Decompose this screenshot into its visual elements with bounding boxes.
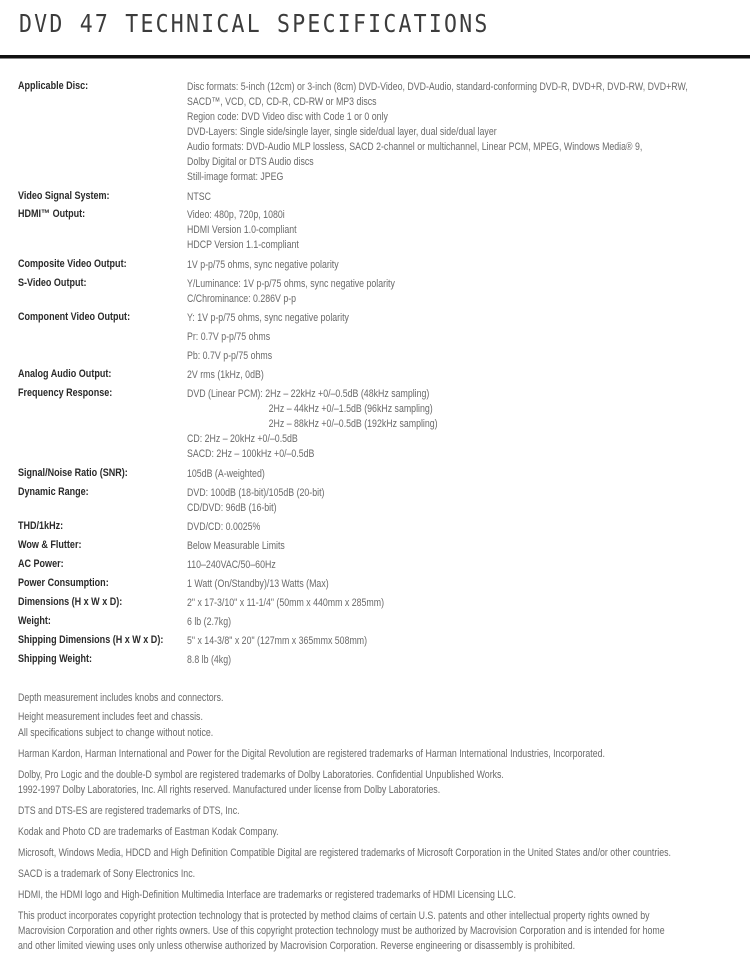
spec-label: Weight:: [18, 615, 51, 627]
trademark-note: Microsoft, Windows Media, HDCD and High Definition Compatible Digital are registered trademarks of Microsoft Corporation in the United States and/or other countries.: [18, 847, 671, 859]
spec-value-line: SACD™, VCD, CD, CD-R, CD-RW or MP3 discs: [187, 96, 377, 108]
copyright-protection-note: Macrovision Corporation and other rights owners. Use of this copyright protection technology must be authorized by Macrovision Corporation and is intended for home: [18, 925, 665, 937]
spec-value: [187, 539, 285, 554]
spec-value: [187, 596, 384, 611]
spec-value-line: 2Hz – 88kHz +0/–0.5dB (192kHz sampling): [268, 418, 438, 430]
trademark-note: DTS and DTS-ES are registered trademarks of DTS, Inc.: [18, 805, 240, 817]
spec-value-line: Pr: 0.7V p-p/75 ohms: [187, 331, 271, 343]
spec-value-line: HDMI Version 1.0-compliant: [187, 224, 297, 236]
spec-value: [187, 311, 349, 368]
spec-value-line: Disc formats: 5-inch (12cm) or 3-inch (8cm) DVD-Video, DVD-Audio, standard-conforming DVD-R, DVD+R, DVD-RW, DVD+RW,: [187, 81, 688, 93]
spec-value-line: Still-image format: JPEG: [187, 171, 284, 183]
spec-label: Frequency Response:: [18, 387, 113, 399]
trademark-note: Harman Kardon, Harman International and Power for the Digital Revolution are registered trademarks of Harman International Industries, Incorporated.: [18, 748, 605, 760]
spec-value-line: 2Hz – 44kHz +0/–1.5dB (96kHz sampling): [268, 403, 433, 415]
copyright-protection-note: This product incorporates copyright protection technology that is protected by method claims of certain U.S. patents and other intellectual property rights owned by: [18, 910, 650, 922]
spec-label: HDMI™ Output:: [18, 208, 86, 220]
footnote: Depth measurement includes knobs and connectors.: [18, 692, 224, 704]
spec-value-line: Y/Luminance: 1V p-p/75 ohms, sync negative polarity: [187, 278, 395, 290]
spec-value-line: DVD: 100dB (18-bit)/105dB (20-bit): [187, 487, 325, 499]
spec-value-line: 2" x 17-3/10" x 11-1/4" (50mm x 440mm x 285mm): [187, 597, 385, 609]
spec-value: [187, 80, 688, 185]
spec-value-line: Region code: DVD Video disc with Code 1 or 0 only: [187, 111, 388, 123]
spec-label: Signal/Noise Ratio (SNR):: [18, 467, 128, 479]
spec-value-line: 1 Watt (On/Standby)/13 Watts (Max): [187, 578, 329, 590]
trademark-note: HDMI, the HDMI logo and High-Definition Multimedia Interface are trademarks or registered trademarks of HDMI Licensing LLC.: [18, 889, 516, 901]
spec-value-line: SACD: 2Hz – 100kHz +0/–0.5dB: [187, 448, 315, 460]
spec-value-line: 6 lb (2.7kg): [187, 616, 232, 628]
spec-value: [187, 486, 324, 516]
copyright-protection-note: and other limited viewing uses only unless otherwise authorized by Macrovision Corporation. Reverse engineering or disassembly is prohibited.: [18, 940, 576, 952]
spec-value-line: C/Chrominance: 0.286V p-p: [187, 293, 297, 305]
spec-value: [187, 208, 299, 253]
spec-value-line: CD/DVD: 96dB (16-bit): [187, 502, 277, 514]
footnote: Height measurement includes feet and chassis.: [18, 711, 203, 723]
spec-value-line: Pb: 0.7V p-p/75 ohms: [187, 350, 273, 362]
spec-label: Analog Audio Output:: [18, 368, 112, 380]
spec-label: Wow & Flutter:: [18, 539, 82, 551]
spec-label: AC Power:: [18, 558, 64, 570]
spec-value-line: Below Measurable Limits: [187, 540, 285, 552]
spec-value-line: 105dB (A-weighted): [187, 468, 265, 480]
spec-label: Video Signal System:: [18, 190, 110, 202]
spec-label: Dynamic Range:: [18, 486, 89, 498]
spec-value: [187, 558, 276, 573]
spec-value: [187, 615, 231, 630]
page-title: DVD 47 TECHNICAL SPECIFICATIONS: [19, 9, 490, 38]
spec-value: [187, 653, 231, 668]
spec-label: Applicable Disc:: [18, 80, 89, 92]
spec-value-line: 1V p-p/75 ohms, sync negative polarity: [187, 259, 339, 271]
spec-value-line: 2V rms (1kHz, 0dB): [187, 369, 264, 381]
spec-value-line: Dolby Digital or DTS Audio discs: [187, 156, 314, 168]
spec-value: [187, 258, 339, 273]
spec-value: [187, 277, 395, 307]
trademark-note: SACD is a trademark of Sony Electronics Inc.: [18, 868, 196, 880]
spec-label: Dimensions (H x W x D):: [18, 596, 123, 608]
spec-label: THD/1kHz:: [18, 520, 64, 532]
trademark-note: Dolby, Pro Logic and the double-D symbol are registered trademarks of Dolby Laboratories. Confidential Unpublished Works.: [18, 769, 504, 781]
spec-value-line: DVD (Linear PCM): 2Hz – 22kHz +0/–0.5dB (48kHz sampling): [187, 388, 430, 400]
spec-label: Power Consumption:: [18, 577, 109, 589]
spec-value: [187, 190, 211, 205]
spec-value-line: 110–240VAC/50–60Hz: [187, 559, 276, 571]
spec-label: Shipping Weight:: [18, 653, 92, 665]
footnote: All specifications subject to change without notice.: [18, 727, 214, 739]
spec-value: [187, 387, 438, 462]
spec-value-line: HDCP Version 1.1-compliant: [187, 239, 299, 251]
spec-value-line: Video: 480p, 720p, 1080i: [187, 209, 285, 221]
spec-label: Component Video Output:: [18, 311, 131, 323]
spec-value-line: CD: 2Hz – 20kHz +0/–0.5dB: [187, 433, 298, 445]
spec-value-line: DVD/CD: 0.0025%: [187, 521, 261, 533]
spec-value: [187, 467, 265, 482]
spec-value-line: Y: 1V p-p/75 ohms, sync negative polarity: [187, 312, 349, 324]
spec-label: Shipping Dimensions (H x W x D):: [18, 634, 164, 646]
spec-value: [187, 520, 260, 535]
trademark-note: Kodak and Photo CD are trademarks of Eastman Kodak Company.: [18, 826, 279, 838]
spec-value-line: DVD-Layers: Single side/single layer, single side/dual layer, dual side/dual layer: [187, 126, 497, 138]
title-divider: [0, 55, 750, 59]
spec-value-line: Audio formats: DVD-Audio MLP lossless, SACD 2-channel or multichannel, Linear PCM, MPEG, Windows Media® 9,: [187, 141, 643, 153]
trademark-note: 1992-1997 Dolby Laboratories, Inc. All rights reserved. Manufactured under license from Dolby Laboratories.: [18, 784, 441, 796]
spec-value: [187, 368, 264, 383]
spec-value: [187, 577, 329, 592]
spec-value-line: NTSC: [187, 191, 211, 203]
spec-label: Composite Video Output:: [18, 258, 127, 270]
spec-value: [187, 634, 367, 649]
spec-value-line: 5" x 14-3/8" x 20" (127mm x 365mmx 508mm): [187, 635, 368, 647]
spec-label: S-Video Output:: [18, 277, 87, 289]
spec-value-line: 8.8 lb (4kg): [187, 654, 232, 666]
